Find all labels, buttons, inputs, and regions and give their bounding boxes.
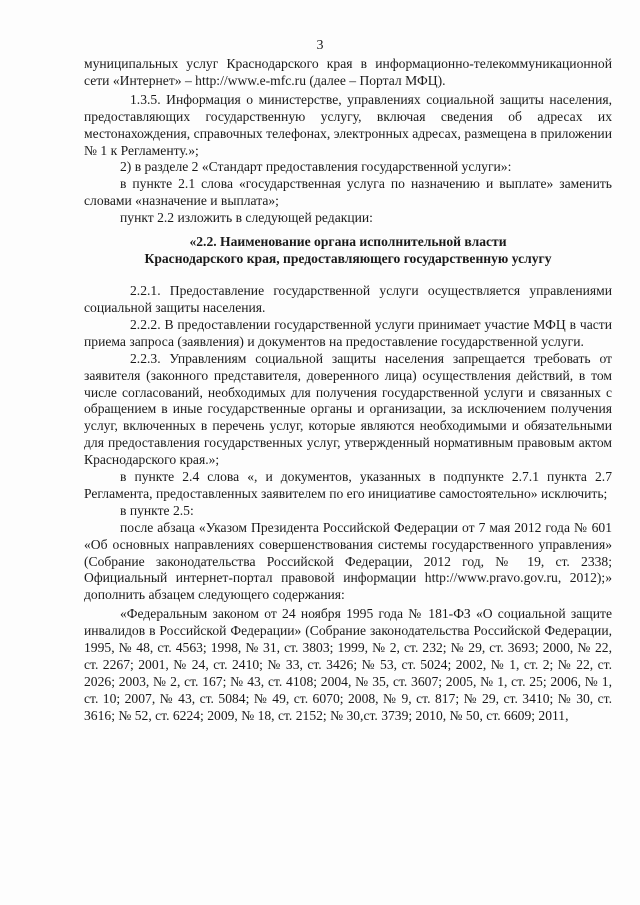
paragraph: 2.2.2. В предоставлении государственной услуги принимает участие МФЦ в части приема запроса (заявления) и документов на предоставление государственной услуги. [84,316,612,349]
paragraph: 1.3.5. Информация о министерстве, управлениях социальной защиты населения, предоставляющих государственную услугу, включая сведения об адресах их местонахождения, справочных телефонах, электронных адресах, размещена в приложении № 1 к Регламенту.»; [84,91,612,158]
paragraph: 2.2.1. Предоставление государственной услуги осуществляется управлениями социальной защиты населения. [84,283,612,315]
paragraph: в пункте 2.1 слова «государственная услуга по назначению и выплате» заменить словами «назначение и выплата»; [84,176,612,209]
section-heading-line: Краснодарского края, предоставляющего государственную услугу [144,251,552,267]
section-heading-line: «2.2. Наименование органа исполнительной власти [189,234,507,250]
paragraph: «Федеральным законом от 24 ноября 1995 года № 181-ФЗ «О социальной защите инвалидов в Российской Федерации» (Собрание законодательства Российской Федерации, 1995, № 48, ст. 4563; 1998, № 31, ст. 3803; 1999, № 2, ст. 232; № 29, ст. 3693; 2000, № 22, ст. 2267; 2001, № 24, ст. 2410; № 33, ст. 3426; № 53, ст. 5024; 2002, № 1, ст. 2; № 22, ст. 2026; 2003, № 2, ст. 167; № 43, ст. 4108; 2004, № 35, ст. 3607; 2005, № 1, ст. 25; 2006, № 1, ст. 10; 2007, № 43, ст. 5084; № 49, ст. 6070; 2008, № 9, ст. 817; № 29, ст. 3410; № 30, ст. 3616; № 52, ст. 6224; 2009, № 18, ст. 2152; № 30,ст. 3739; 2010, № 50, ст. 6609; 2011, [84,606,612,723]
paragraph: в пункте 2.4 слова «, и документов, указанных в подпункте 2.7.1 пункта 2.7 Регламента, предоставленных заявителем по его инициативе самостоятельно» исключить; [84,469,612,501]
paragraph: 2.2.3. Управлениям социальной защиты населения запрещается требовать от заявителя (законного представителя, доверенного лица) осуществления действий, в том числе согласований, необходимых для получения государственной услуги и связанных с обращением в иные государственные органы и организации, за исключением получения услуг, включенных в перечень услуг, которые являются необходимыми и обязательными для предоставления государственных услуг, утвержденный нормативным правовым актом Краснодарского края.»; [84,350,612,468]
paragraph: пункт 2.2 изложить в следующей редакции: [120,210,373,226]
paragraph: после абзаца «Указом Президента Российской Федерации от 7 мая 2012 года № 601 «Об основных направлениях совершенствования системы государственного управления» (Собрание законодательства Российской Федерации, 2012 год, № 19, ст. 2338; Официальный интернет-портал правовой информации http://www.pravo.gov.ru, 2012);» дополнить абзацем следующего содержания: [84,519,612,603]
page-number: 3 [316,38,324,53]
paragraph: муниципальных услуг Краснодарского края в информационно-телекоммуникационной сети «Интернет» – http://www.e-mfc.ru (далее – Портал МФЦ). [84,56,612,88]
paragraph: в пункте 2.5: [120,502,194,518]
document-body [84,56,612,725]
paragraph: 2) в разделе 2 «Стандарт предоставления государственной услуги»: [120,159,512,175]
